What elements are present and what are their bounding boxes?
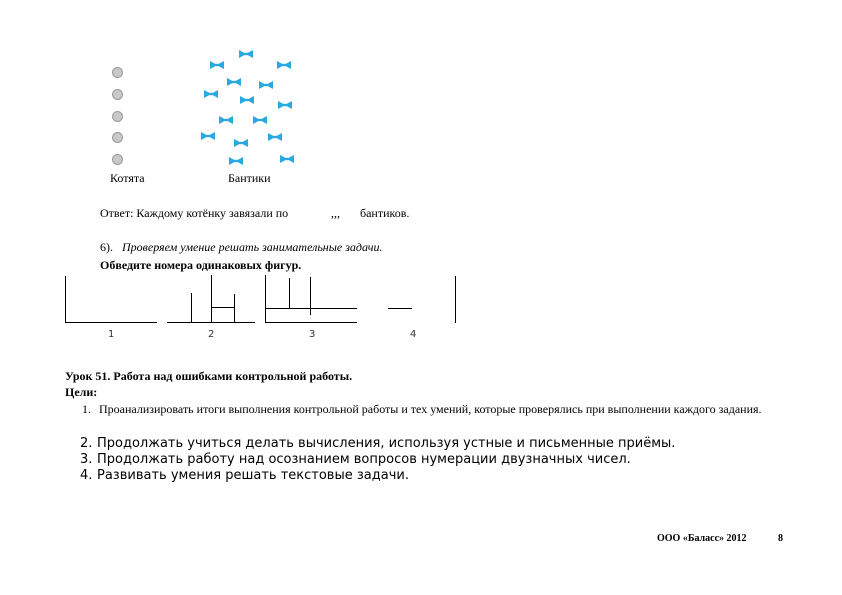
figure-label-1: 1: [108, 329, 115, 340]
cat-dot: [112, 154, 123, 165]
task-number: 6).: [100, 240, 113, 254]
bow-icon: [259, 81, 273, 89]
answer-prefix: Ответ: Каждому котёнку завязали по: [100, 206, 289, 220]
figure-label-4: 4: [410, 329, 417, 340]
goal-item: Продолжать учиться делать вычисления, используя устные и письменные приёмы.: [97, 436, 676, 451]
answer-blank: ,,,: [331, 206, 340, 220]
bow-icon: [280, 155, 294, 163]
cat-dot: [112, 89, 123, 100]
task-heading: Проверяем умение решать занимательные задачи.: [122, 240, 383, 254]
goal-number: 3.: [80, 452, 93, 467]
goal-number: 2.: [80, 436, 93, 451]
bow-icon: [277, 61, 291, 69]
bow-icon: [240, 96, 254, 104]
footer-page: 8: [778, 533, 783, 544]
cats-label: Котята: [110, 171, 145, 185]
bow-icon: [253, 116, 267, 124]
goals-label: Цели:: [65, 385, 98, 399]
footer-company: ООО «Баласс» 2012: [657, 533, 747, 544]
cat-dot: [112, 111, 123, 122]
cat-dot: [112, 132, 123, 143]
bow-icon: [210, 61, 224, 69]
bows-label: Бантики: [228, 171, 271, 185]
cat-dot: [112, 67, 123, 78]
goal-item: Проанализировать итоги выполнения контрольной работы и тех умений, которые проверялись при выполнении каждого задания.: [99, 402, 762, 416]
lesson-title: Урок 51. Работа над ошибками контрольной работы.: [65, 369, 353, 383]
task-instruction: Обведите номера одинаковых фигур.: [100, 258, 302, 272]
bow-icon: [227, 78, 241, 86]
figure-label-2: 2: [208, 329, 215, 340]
goal-number: 4.: [80, 468, 93, 483]
figure-label-3: 3: [309, 329, 316, 340]
bow-icon: [229, 157, 243, 165]
goal-number: 1.: [82, 402, 91, 416]
goal-item: Развивать умения решать текстовые задачи.: [97, 468, 409, 483]
goal-item: Продолжать работу над осознанием вопросов нумерации двузначных чисел.: [97, 452, 631, 467]
bow-icon: [219, 116, 233, 124]
bow-icon: [234, 139, 248, 147]
answer-suffix: бантиков.: [360, 206, 410, 220]
bow-icon: [268, 133, 282, 141]
bow-icon: [278, 101, 292, 109]
bow-icon: [204, 90, 218, 98]
bow-icon: [201, 132, 215, 140]
bow-icon: [239, 50, 253, 58]
